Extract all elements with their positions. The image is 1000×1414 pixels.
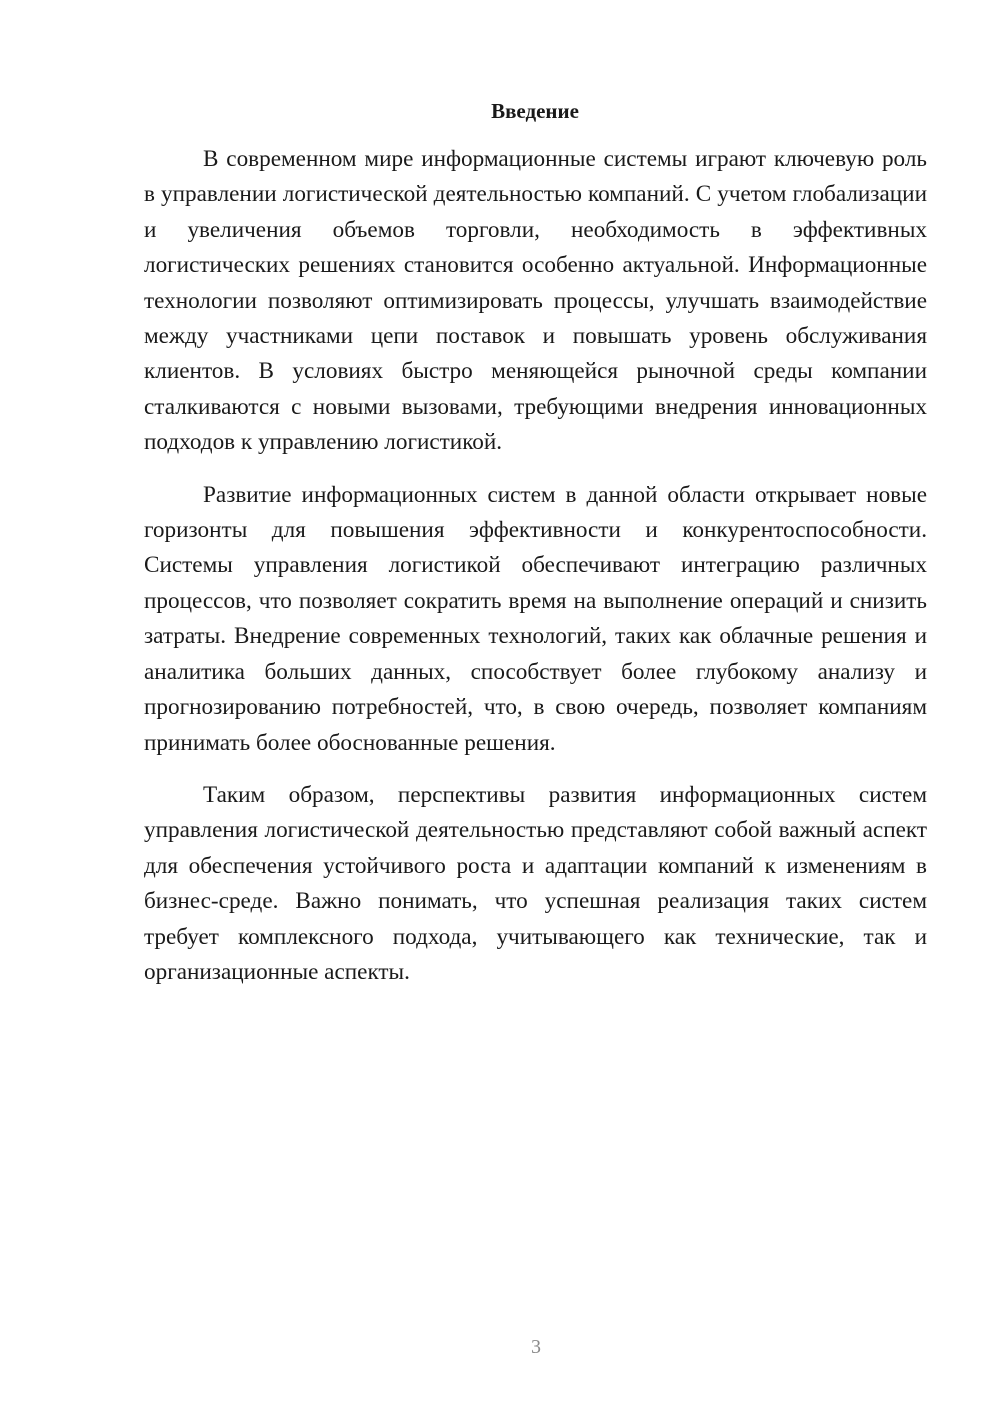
page-number: 3 <box>531 1336 541 1358</box>
paragraph-1: В современном мире информационные системы играют ключевую роль в управлении логистической деятельностью компаний. С учетом глобализации и увеличения объемов торговли, необходимость в эффективных логистических решениях становится особенно актуальной. Информационные технологии позволяют оптимизировать процессы, улучшать взаимодействие между участниками цепи поставок и повышать уровень обслуживания клиентов. В условиях быстро меняющейся рыночной среды компании сталкиваются с новыми вызовами, требующими внедрения инновационных подходов к управлению логистикой. <box>144 146 927 456</box>
document-body <box>144 142 927 990</box>
paragraph-2: Развитие информационных систем в данной области открывает новые горизонты для повышения эффективности и конкурентоспособности. Системы управления логистикой обеспечивают интеграцию различных процессов, что позволяет сократить время на выполнение операций и снизить затраты. Внедрение современных технологий, таких как облачные решения и аналитика больших данных, способствует более глубокому анализу и прогнозированию потребностей, что, в свою очередь, позволяет компаниям принимать более обоснованные решения. <box>144 481 927 756</box>
section-title: Введение <box>491 99 579 123</box>
paragraph-3: Таким образом, перспективы развития информационных систем управления логистической деятельностью представляют собой важный аспект для обеспечения устойчивого роста и адаптации компаний к изменениям в бизнес-среде. Важно понимать, что успешная реализация таких систем требует комплексного подхода, учитывающего как технические, так и организационные аспекты. <box>144 781 927 985</box>
